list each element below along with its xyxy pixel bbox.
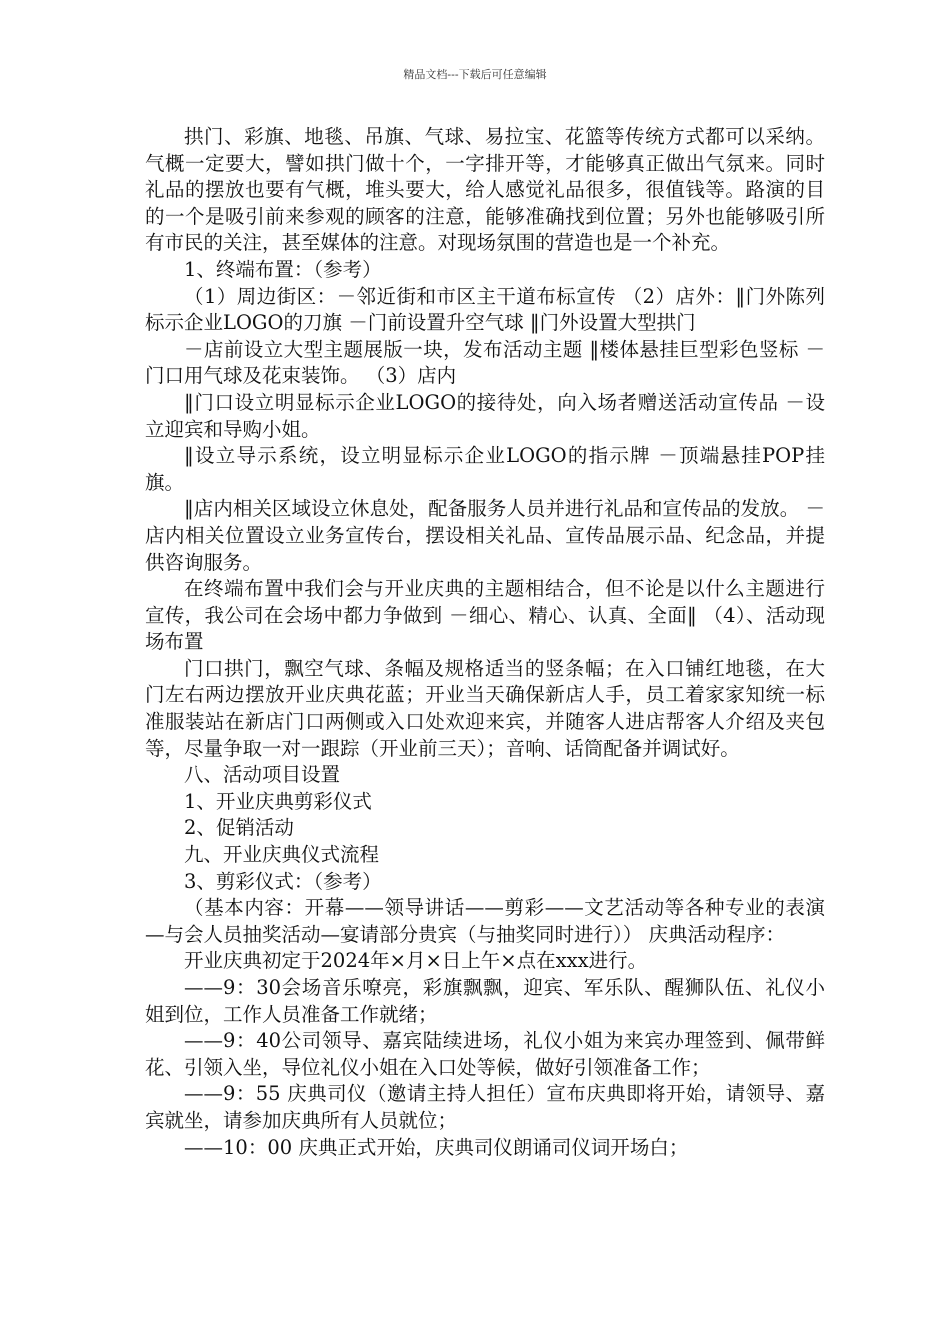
list-item-ribbon-cutting: 1、开业庆典剪彩仪式 bbox=[184, 789, 372, 813]
paragraph-store-front: －店前设立大型主题展版一块，发布活动主题 ‖楼体悬挂巨型彩色竖标 －门口用气球及花束装饰。 （3）店内 bbox=[145, 337, 825, 388]
paragraph-street-and-outside: （1）周边街区：－邻近街和市区主干道布标宣传 （2）店外：‖门外陈列标示企业LOGO的刀旗 －门前设置升空气球 ‖门外设置大型拱门 bbox=[145, 284, 825, 335]
paragraph-rest-area: ‖店内相关区域设立休息处，配备服务人员并进行礼品和宣传品的发放。 －店内相关位置设立业务宣传台，摆设相关礼品、宣传品展示品、纪念品，并提供咨询服务。 bbox=[145, 497, 825, 574]
heading-terminal-layout: 1、终端布置：（参考） bbox=[184, 257, 382, 281]
paragraph-reception-desk: ‖门口设立明显标示企业LOGO的接待处，向入场者赠送活动宣传品 －设立迎宾和导购小姐。 bbox=[145, 390, 825, 441]
schedule-item-1000: ——10：00 庆典正式开始，庆典司仪朗诵司仪词开场白； bbox=[184, 1135, 689, 1159]
page-header: 精品文档---下载后可任意编辑 bbox=[403, 68, 547, 81]
paragraph-schedule-date: 开业庆典初定于2024年×月×日上午×点在xxx进行。 bbox=[184, 949, 648, 973]
heading-activity-items: 八、活动项目设置 bbox=[184, 763, 341, 787]
heading-ceremony-process: 九、开业庆典仪式流程 bbox=[184, 843, 380, 867]
schedule-item-0940: ——9：40公司领导、嘉宾陆续进场，礼仪小姐为来宾办理签到、佩带鲜花、引领入坐，导位礼仪小姐在入口处等候，做好引领准备工作； bbox=[145, 1029, 825, 1079]
schedule-item-0930: ——9：30会场音乐嘹亮，彩旗飘飘，迎宾、军乐队、醒狮队伍、礼仪小姐到位，工作人员准备工作就绪； bbox=[145, 976, 825, 1026]
paragraph-opening-decoration: 拱门、彩旗、地毯、吊旗、气球、易拉宝、花篮等传统方式都可以采纳。气概一定要大，譬如拱门做十个，一字排开等，才能够真正做出气氛来。同时礼品的摆放也要有气概，堆头要大，给人感觉礼品很多，很值钱等。路演的目的一个是吸引前来参观的顾客的注意，能够准确找到位置；另外也能够吸引所有市民的关注，甚至媒体的注意。对现场氛围的营造也是一个补充。 bbox=[145, 125, 825, 255]
paragraph-site-layout: 门口拱门，飘空气球、条幅及规格适当的竖条幅；在入口铺红地毯，在大门左右两边摆放开业庆典花蓝；开业当天确保新店人手，员工着家家知统一标准服装站在新店门口两侧或入口处欢迎来宾，并随客人进店帮客人介绍及夹包等，尽量争取一对一跟踪（开业前三天）；音响、话筒配备并调试好。 bbox=[145, 656, 825, 760]
paragraph-theme-integration: 在终端布置中我们会与开业庆典的主题相结合，但不论是以什么主题进行宣传，我公司在会场中都力争做到 －细心、精心、认真、全面‖ （4）、活动现场布置 bbox=[145, 577, 825, 654]
list-item-promotion: 2、促销活动 bbox=[184, 816, 294, 840]
heading-ribbon-cutting-ceremony: 3、剪彩仪式：（参考） bbox=[184, 869, 382, 893]
paragraph-guide-system: ‖设立导示系统，设立明显标示企业LOGO的指示牌 －顶端悬挂POP挂旗。 bbox=[145, 444, 825, 494]
document-body bbox=[145, 124, 825, 1161]
schedule-item-0955: ——9：55 庆典司仪（邀请主持人担任）宣布庆典即将开始，请领导、嘉宾就坐，请参加庆典所有人员就位； bbox=[145, 1082, 825, 1132]
paragraph-basic-content: （基本内容：开幕——领导讲话——剪彩——文艺活动等各种专业的表演—与会人员抽奖活动—宴请部分贵宾（与抽奖同时进行）） 庆典活动程序： bbox=[145, 896, 825, 946]
